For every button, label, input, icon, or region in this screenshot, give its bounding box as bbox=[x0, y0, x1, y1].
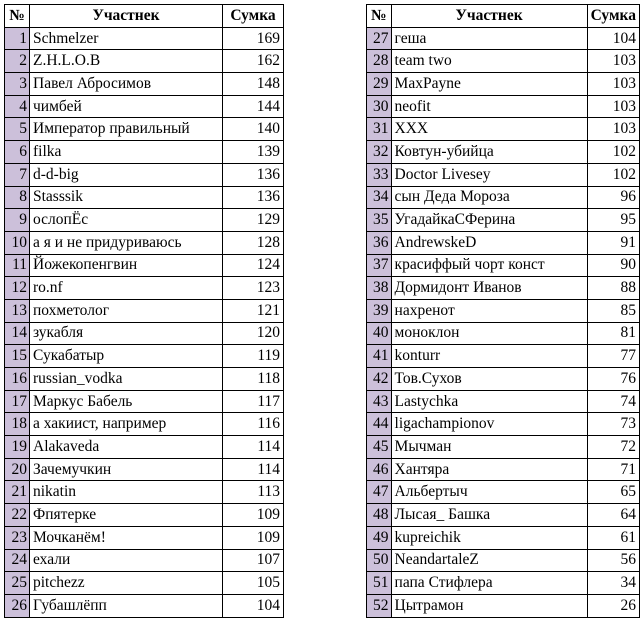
sum-cell: 103 bbox=[587, 95, 639, 118]
participant-cell: похметолог bbox=[30, 299, 223, 322]
rank-cell: 47 bbox=[367, 481, 392, 504]
rank-cell: 21 bbox=[5, 481, 30, 504]
table-row bbox=[5, 436, 284, 459]
participant-cell: красиффый чорт конст bbox=[391, 254, 587, 277]
header-participant: Участнек bbox=[30, 5, 223, 28]
participant-cell: neofit bbox=[391, 95, 587, 118]
table-row bbox=[367, 368, 640, 391]
sum-cell: 104 bbox=[587, 27, 639, 50]
rank-cell: 38 bbox=[367, 277, 392, 300]
header-row bbox=[367, 5, 640, 28]
participant-cell: сын Деда Мороза bbox=[391, 186, 587, 209]
sum-cell: 65 bbox=[587, 481, 639, 504]
rank-cell: 26 bbox=[5, 594, 30, 617]
participant-cell: Doctor Livesey bbox=[391, 163, 587, 186]
participant-cell: геша bbox=[391, 27, 587, 50]
table-row bbox=[367, 345, 640, 368]
results-table-right bbox=[366, 4, 640, 618]
table-row bbox=[5, 368, 284, 391]
rank-cell: 45 bbox=[367, 436, 392, 459]
table-row bbox=[5, 458, 284, 481]
participant-cell: MaxPayne bbox=[391, 73, 587, 96]
sum-cell: 103 bbox=[587, 118, 639, 141]
sum-cell: 74 bbox=[587, 390, 639, 413]
header-sum: Сумка bbox=[587, 5, 639, 28]
participant-cell: Schmelzer bbox=[30, 27, 223, 50]
sum-cell: 81 bbox=[587, 322, 639, 345]
table-row bbox=[5, 277, 284, 300]
header-number: № bbox=[367, 5, 392, 28]
participant-cell: Stasssik bbox=[30, 186, 223, 209]
sum-cell: 95 bbox=[587, 209, 639, 232]
results-table-left bbox=[4, 4, 284, 618]
rank-cell: 46 bbox=[367, 458, 392, 481]
participant-cell: Lastychka bbox=[391, 390, 587, 413]
sum-cell: 113 bbox=[223, 481, 284, 504]
sum-cell: 91 bbox=[587, 231, 639, 254]
participant-cell: а хакиист, например bbox=[30, 413, 223, 436]
table-row bbox=[5, 526, 284, 549]
participant-cell: pitchezz bbox=[30, 572, 223, 595]
table-row bbox=[367, 118, 640, 141]
participant-cell: папа Стифлера bbox=[391, 572, 587, 595]
sum-cell: 73 bbox=[587, 413, 639, 436]
participant-cell: Губашлёпп bbox=[30, 594, 223, 617]
rank-cell: 16 bbox=[5, 368, 30, 391]
participant-cell: ослопЁс bbox=[30, 209, 223, 232]
sum-cell: 148 bbox=[223, 73, 284, 96]
sum-cell: 102 bbox=[587, 163, 639, 186]
participant-cell: Мочканём! bbox=[30, 526, 223, 549]
sum-cell: 85 bbox=[587, 299, 639, 322]
table-row bbox=[367, 277, 640, 300]
sum-cell: 26 bbox=[587, 594, 639, 617]
sum-cell: 64 bbox=[587, 504, 639, 527]
table-row bbox=[367, 186, 640, 209]
table-row bbox=[367, 413, 640, 436]
sum-cell: 61 bbox=[587, 526, 639, 549]
rank-cell: 15 bbox=[5, 345, 30, 368]
participant-cell: а я и не придуриваюсь bbox=[30, 231, 223, 254]
sum-cell: 129 bbox=[223, 209, 284, 232]
participant-cell: Мычман bbox=[391, 436, 587, 459]
table-row bbox=[5, 322, 284, 345]
table-row bbox=[367, 526, 640, 549]
table-row bbox=[5, 504, 284, 527]
rank-cell: 14 bbox=[5, 322, 30, 345]
rank-cell: 8 bbox=[5, 186, 30, 209]
table-row bbox=[5, 254, 284, 277]
participant-cell: ro.nf bbox=[30, 277, 223, 300]
table-row bbox=[367, 73, 640, 96]
table-row bbox=[367, 95, 640, 118]
sum-cell: 77 bbox=[587, 345, 639, 368]
table-row bbox=[367, 254, 640, 277]
sum-cell: 107 bbox=[223, 549, 284, 572]
rank-cell: 35 bbox=[367, 209, 392, 232]
table-row bbox=[5, 50, 284, 73]
rank-cell: 42 bbox=[367, 368, 392, 391]
sum-cell: 140 bbox=[223, 118, 284, 141]
participant-cell: Сукабатыр bbox=[30, 345, 223, 368]
rank-cell: 7 bbox=[5, 163, 30, 186]
sum-cell: 120 bbox=[223, 322, 284, 345]
participant-cell: Альбертыч bbox=[391, 481, 587, 504]
table-row bbox=[367, 231, 640, 254]
table-row bbox=[367, 436, 640, 459]
rank-cell: 18 bbox=[5, 413, 30, 436]
sum-cell: 76 bbox=[587, 368, 639, 391]
participant-cell: team two bbox=[391, 50, 587, 73]
participant-cell: nikatin bbox=[30, 481, 223, 504]
rank-cell: 51 bbox=[367, 572, 392, 595]
rank-cell: 40 bbox=[367, 322, 392, 345]
table-row bbox=[5, 549, 284, 572]
sum-cell: 124 bbox=[223, 254, 284, 277]
table-row bbox=[5, 141, 284, 164]
table-row bbox=[367, 209, 640, 232]
rank-cell: 19 bbox=[5, 436, 30, 459]
participant-cell: d-d-big bbox=[30, 163, 223, 186]
participant-cell: Маркус Бабель bbox=[30, 390, 223, 413]
participant-cell: Ковтун-убийца bbox=[391, 141, 587, 164]
table-row bbox=[5, 413, 284, 436]
sum-cell: 119 bbox=[223, 345, 284, 368]
sum-cell: 71 bbox=[587, 458, 639, 481]
sum-cell: 136 bbox=[223, 163, 284, 186]
sum-cell: 104 bbox=[223, 594, 284, 617]
participant-cell: моноклон bbox=[391, 322, 587, 345]
participant-cell: XXX bbox=[391, 118, 587, 141]
rank-cell: 3 bbox=[5, 73, 30, 96]
sum-cell: 169 bbox=[223, 27, 284, 50]
rank-cell: 20 bbox=[5, 458, 30, 481]
rank-cell: 5 bbox=[5, 118, 30, 141]
rank-cell: 2 bbox=[5, 50, 30, 73]
rank-cell: 34 bbox=[367, 186, 392, 209]
rank-cell: 1 bbox=[5, 27, 30, 50]
rank-cell: 50 bbox=[367, 549, 392, 572]
sum-cell: 88 bbox=[587, 277, 639, 300]
rank-cell: 52 bbox=[367, 594, 392, 617]
participant-cell: kupreichik bbox=[391, 526, 587, 549]
rank-cell: 41 bbox=[367, 345, 392, 368]
participant-cell: konturr bbox=[391, 345, 587, 368]
rank-cell: 44 bbox=[367, 413, 392, 436]
sum-cell: 136 bbox=[223, 186, 284, 209]
table-row bbox=[367, 572, 640, 595]
sum-cell: 117 bbox=[223, 390, 284, 413]
sum-cell: 162 bbox=[223, 50, 284, 73]
rank-cell: 17 bbox=[5, 390, 30, 413]
participant-cell: Зачемучкин bbox=[30, 458, 223, 481]
participant-cell: Павел Абросимов bbox=[30, 73, 223, 96]
rank-cell: 29 bbox=[367, 73, 392, 96]
rank-cell: 49 bbox=[367, 526, 392, 549]
rank-cell: 12 bbox=[5, 277, 30, 300]
table-row bbox=[5, 594, 284, 617]
participant-cell: УгадайкаСФерина bbox=[391, 209, 587, 232]
table-row bbox=[5, 299, 284, 322]
sum-cell: 103 bbox=[587, 73, 639, 96]
sum-cell: 109 bbox=[223, 526, 284, 549]
table-row bbox=[367, 481, 640, 504]
sum-cell: 96 bbox=[587, 186, 639, 209]
table-row bbox=[367, 299, 640, 322]
table-row bbox=[5, 209, 284, 232]
header-number: № bbox=[5, 5, 30, 28]
table-row bbox=[367, 27, 640, 50]
sum-cell: 114 bbox=[223, 436, 284, 459]
table-row bbox=[5, 27, 284, 50]
table-row bbox=[367, 141, 640, 164]
participant-cell: чимбей bbox=[30, 95, 223, 118]
rank-cell: 22 bbox=[5, 504, 30, 527]
rank-cell: 33 bbox=[367, 163, 392, 186]
participant-cell: Лысая_ Башка bbox=[391, 504, 587, 527]
table-row bbox=[367, 504, 640, 527]
table-row bbox=[367, 322, 640, 345]
header-participant: Участнек bbox=[391, 5, 587, 28]
participant-cell: зукабля bbox=[30, 322, 223, 345]
rank-cell: 43 bbox=[367, 390, 392, 413]
participant-cell: russian_vodka bbox=[30, 368, 223, 391]
sum-cell: 118 bbox=[223, 368, 284, 391]
rank-cell: 4 bbox=[5, 95, 30, 118]
participant-cell: Фпятерке bbox=[30, 504, 223, 527]
participant-cell: Хантяра bbox=[391, 458, 587, 481]
sum-cell: 123 bbox=[223, 277, 284, 300]
rank-cell: 24 bbox=[5, 549, 30, 572]
table-row bbox=[367, 549, 640, 572]
participant-cell: AndrewskeD bbox=[391, 231, 587, 254]
sum-cell: 109 bbox=[223, 504, 284, 527]
sum-cell: 102 bbox=[587, 141, 639, 164]
table-row bbox=[5, 572, 284, 595]
rank-cell: 13 bbox=[5, 299, 30, 322]
participant-cell: Цытрамон bbox=[391, 594, 587, 617]
rank-cell: 36 bbox=[367, 231, 392, 254]
table-row bbox=[367, 50, 640, 73]
sum-cell: 116 bbox=[223, 413, 284, 436]
table-row bbox=[5, 345, 284, 368]
rank-cell: 11 bbox=[5, 254, 30, 277]
table-row bbox=[5, 95, 284, 118]
rank-cell: 23 bbox=[5, 526, 30, 549]
table-row bbox=[5, 73, 284, 96]
sum-cell: 114 bbox=[223, 458, 284, 481]
sum-cell: 105 bbox=[223, 572, 284, 595]
participant-cell: ехали bbox=[30, 549, 223, 572]
table-row bbox=[5, 118, 284, 141]
rank-cell: 32 bbox=[367, 141, 392, 164]
sum-cell: 56 bbox=[587, 549, 639, 572]
participant-cell: ligachampionov bbox=[391, 413, 587, 436]
sum-cell: 139 bbox=[223, 141, 284, 164]
header-sum: Сумка bbox=[223, 5, 284, 28]
rank-cell: 10 bbox=[5, 231, 30, 254]
participant-cell: Йожекопенгвин bbox=[30, 254, 223, 277]
table-row bbox=[367, 390, 640, 413]
participant-cell: Тов.Сухов bbox=[391, 368, 587, 391]
participant-cell: Z.H.L.O.B bbox=[30, 50, 223, 73]
rank-cell: 39 bbox=[367, 299, 392, 322]
table-row bbox=[5, 481, 284, 504]
participant-cell: Дормидонт Иванов bbox=[391, 277, 587, 300]
table-row bbox=[367, 163, 640, 186]
rank-cell: 28 bbox=[367, 50, 392, 73]
sum-cell: 144 bbox=[223, 95, 284, 118]
rank-cell: 48 bbox=[367, 504, 392, 527]
participant-cell: Император правильный bbox=[30, 118, 223, 141]
rank-cell: 31 bbox=[367, 118, 392, 141]
table-row bbox=[367, 594, 640, 617]
sum-cell: 103 bbox=[587, 50, 639, 73]
participant-cell: Alakaveda bbox=[30, 436, 223, 459]
rank-cell: 25 bbox=[5, 572, 30, 595]
rank-cell: 27 bbox=[367, 27, 392, 50]
participant-cell: нахренот bbox=[391, 299, 587, 322]
table-row bbox=[5, 163, 284, 186]
sum-cell: 90 bbox=[587, 254, 639, 277]
rank-cell: 37 bbox=[367, 254, 392, 277]
sum-cell: 72 bbox=[587, 436, 639, 459]
rank-cell: 30 bbox=[367, 95, 392, 118]
table-row bbox=[5, 231, 284, 254]
sum-cell: 128 bbox=[223, 231, 284, 254]
participant-cell: filka bbox=[30, 141, 223, 164]
rank-cell: 6 bbox=[5, 141, 30, 164]
sum-cell: 121 bbox=[223, 299, 284, 322]
header-row bbox=[5, 5, 284, 28]
table-row bbox=[5, 186, 284, 209]
sum-cell: 34 bbox=[587, 572, 639, 595]
table-row bbox=[5, 390, 284, 413]
table-row bbox=[367, 458, 640, 481]
rank-cell: 9 bbox=[5, 209, 30, 232]
participant-cell: NeandartaleZ bbox=[391, 549, 587, 572]
